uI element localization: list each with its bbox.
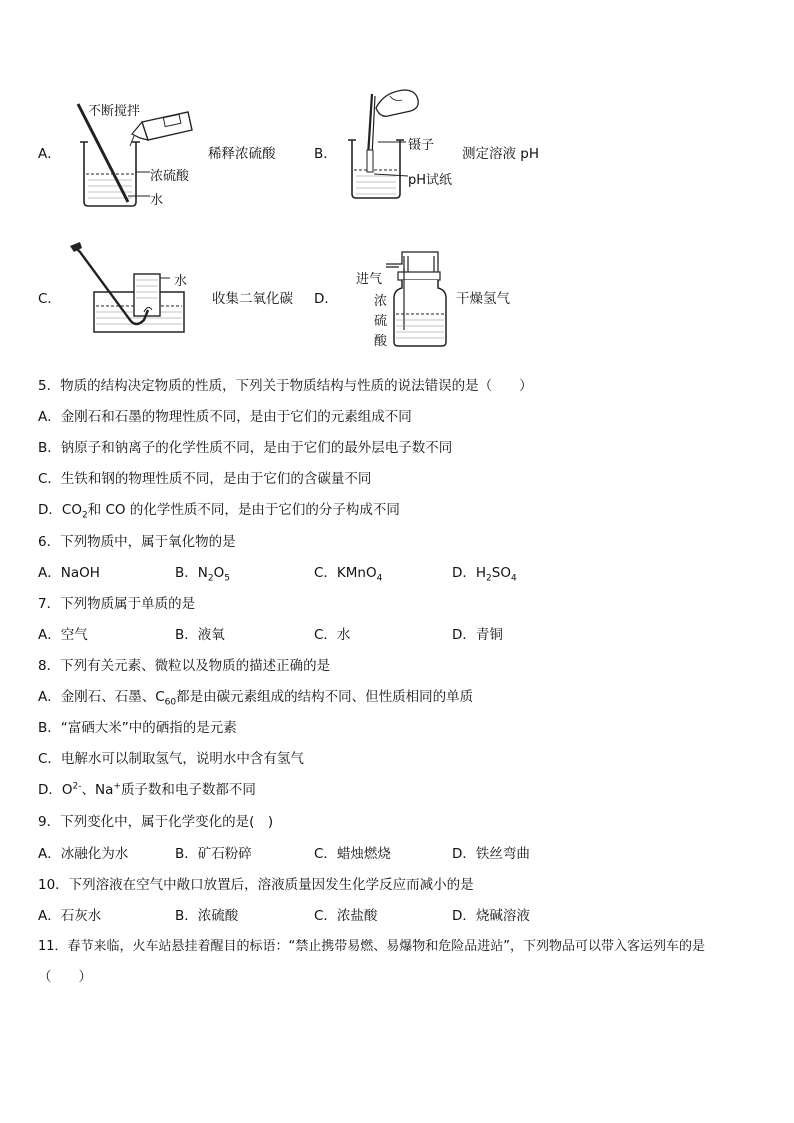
q11-stem: 11．春节来临，火车站悬挂着醒目的标语：“禁止携带易燃、易爆物和危险品进站”，下列物品可以带入客运列车的是	[38, 939, 706, 954]
q5-option-c: C．生铁和钢的物理性质不同，是由于它们的含碳量不同	[38, 471, 372, 487]
figure-a-caption: 稀释浓硫酸	[208, 146, 276, 162]
q8-option-a: A．金刚石、石墨、$C_{60}$都是由碳元素组成的结构不同、但性质相同的单质	[38, 689, 474, 708]
q7-option-c: C．水	[314, 627, 351, 643]
figure-b-letter: B．	[314, 146, 337, 162]
acid-label-d-1: 浓	[374, 294, 388, 309]
q7-option-b: B．液氧	[175, 627, 225, 643]
water-label-c: 水	[174, 274, 188, 289]
figure-d-letter: D．	[314, 291, 338, 307]
q7-option-d: D．青铜	[452, 627, 503, 643]
q9-option-a: A．冰融化为水	[38, 846, 129, 862]
acid-label-d-3: 酸	[374, 334, 388, 349]
figure-b-caption: 测定溶液 pH	[462, 146, 540, 162]
inlet-label: 进气	[356, 272, 383, 287]
q9-option-d: D．铁丝弯曲	[452, 846, 530, 862]
q5-option-b: B．钠原子和钠离子的化学性质不同，是由于它们的最外层电子数不同	[38, 440, 453, 456]
stir-label: 不断搅拌	[88, 104, 141, 119]
acid-label-d-2: 硫	[374, 314, 388, 329]
figure-c-caption: 收集二氧化碳	[212, 291, 293, 307]
q6-stem: 6．下列物质中，属于氧化物的是	[38, 534, 236, 550]
q9-option-c: C．蜡烛燃烧	[314, 846, 391, 862]
ph-paper-label: pH试纸	[408, 173, 453, 188]
q7-stem: 7．下列物质属于单质的是	[38, 596, 196, 612]
figure-c-letter: C．	[38, 291, 61, 307]
q7-option-a: A．空气	[38, 627, 88, 643]
q5-stem: 5．物质的结构决定物质的性质，下列关于物质结构与性质的说法错误的是（ ）	[38, 378, 533, 394]
q8-option-b: B．“富硒大米”中的硒指的是元素	[38, 720, 237, 736]
q10-option-b: B．浓硫酸	[175, 908, 239, 924]
acid-label-a: 浓硫酸	[150, 169, 190, 184]
q8-option-c: C．电解水可以制取氢气，说明水中含有氢气	[38, 751, 304, 767]
q10-option-a: A．石灰水	[38, 908, 102, 924]
q6-option-b: B．$N_2O_5$	[175, 565, 230, 584]
tweezer-label: 镊子	[408, 138, 435, 153]
q6-option-d: D．$H_2SO_4$	[452, 565, 517, 584]
q10-option-d: D．烧碱溶液	[452, 908, 530, 924]
q5-option-a: A．金刚石和石墨的物理性质不同，是由于它们的元素组成不同	[38, 409, 412, 425]
q10-stem: 10．下列溶液在空气中敞口放置后，溶液质量因发生化学反应而减小的是	[38, 877, 474, 893]
q8-stem: 8．下列有关元素、微粒以及物质的描述正确的是	[38, 658, 331, 674]
q5-option-d: D．$CO_2$和 CO 的化学性质不同，是由于它们的分子构成不同	[38, 502, 400, 521]
q6-option-a: A．NaOH	[38, 565, 100, 581]
q6-option-c: C．KMnO$_4$	[314, 565, 383, 584]
figure-a-letter: A．	[38, 146, 61, 162]
q8-option-d: D．$O^{2-}$、Na+质子数和电子数都不同	[38, 781, 256, 798]
figure-b-ph-diagram	[344, 86, 464, 206]
q9-option-b: B．矿石粉碎	[175, 846, 252, 862]
water-label-a: 水	[150, 193, 164, 208]
q10-option-c: C．浓盐酸	[314, 908, 378, 924]
q11-answer-paren: （ ）	[38, 969, 92, 985]
q9-stem: 9．下列变化中，属于化学变化的是( )	[38, 814, 274, 830]
figure-d-caption: 干燥氢气	[456, 291, 510, 307]
figure-d-dry-hydrogen-diagram	[380, 244, 450, 348]
